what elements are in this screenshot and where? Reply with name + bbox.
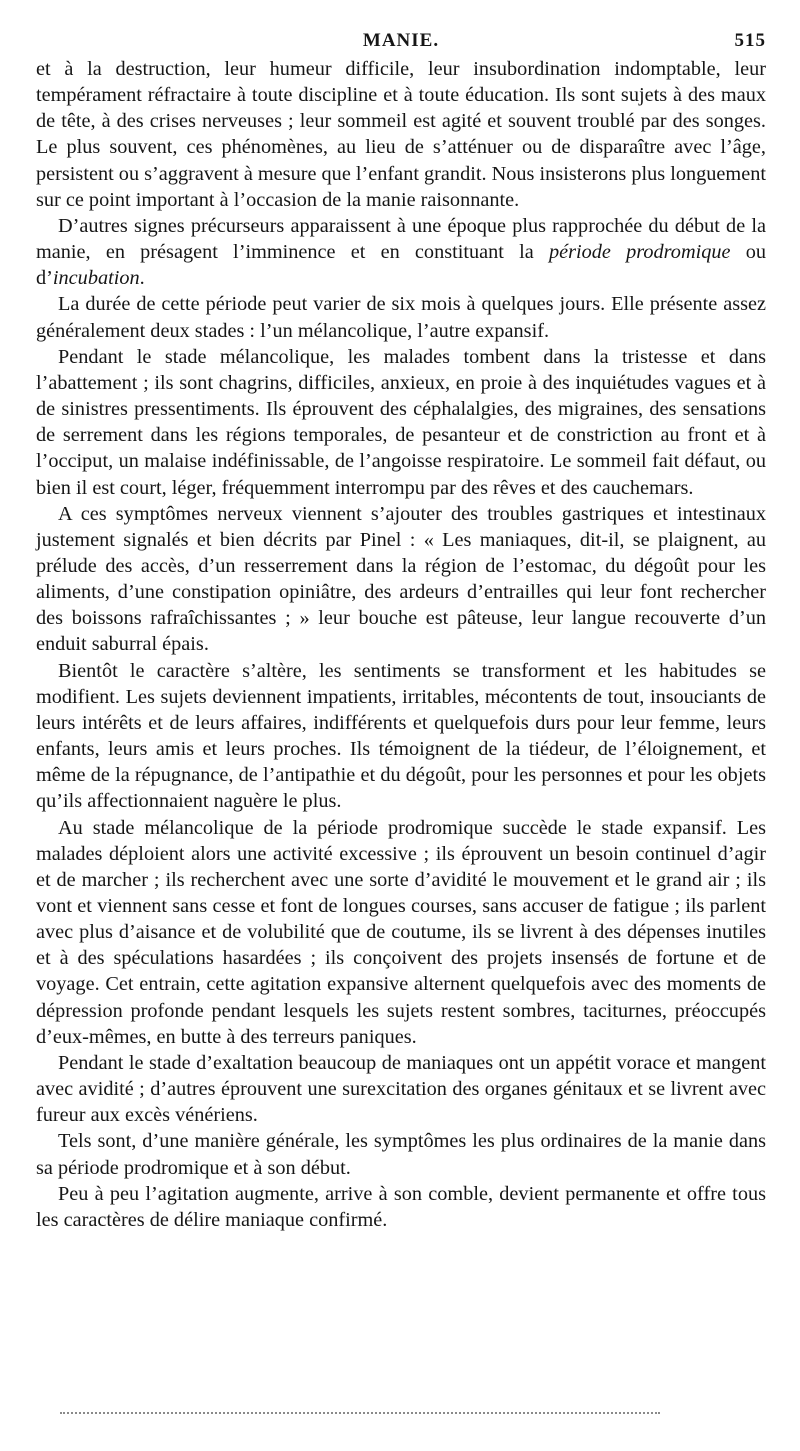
running-title: MANIE. <box>362 30 440 51</box>
page-header <box>36 26 766 56</box>
term-periode-prodromique: période prodromique <box>548 241 731 264</box>
paragraph-stade-expansif: Au stade mélancolique de la période prodromique succède le stade expansif. Les malades déploient alors une activité excessive ; ils éprouvent un besoin continuel d’agir et de marcher ; ils recherchent avec une sorte d’avidité le mouvement et le grand air ; ils vont et viennent sans cesse et font de longues courses, sans accuser de fatigue ; ils parlent avec plus d’aisance et de volubilité que de coutume, ils se livrent à des dépenses inutiles et à des spéculations hasardées ; ils conçoivent des projets insensés de fortune et de voyage. Cet entrain, cette agitation expansive alternent quelquefois avec des moments de dépression profonde pendant lesquels les sujets restent sombres, taciturnes, préoccupés d’eux-mêmes, en butte à des terreurs paniques. <box>36 816 766 1048</box>
term-incubation: incubation <box>52 267 140 290</box>
paragraph-prodromes <box>36 213 766 291</box>
paragraph-prodromes-connector: ou d’ <box>36 241 766 290</box>
paragraph-troubles-gastriques: A ces symptômes nerveux viennent s’ajouter des troubles gastriques et intestinaux justement signalés et bien décrits par Pinel : « Les maniaques, dit-il, se plaignent, au prélude des accès, d’un resserrement dans la région de l’estomac, du dégoût pour les aliments, d’une constipation opiniâtre, des ardeurs d’entrailles qui leur font rechercher des boissons rafraîchissantes ; » leur bouche est pâteuse, leur langue recouverte d’un enduit saburral épais. <box>36 502 766 656</box>
paragraph-caractere: Bientôt le caractère s’altère, les sentiments se transforment et les habitudes se modifient. Les sujets deviennent impatients, irritables, mécontents de tout, insouciants de leurs intérêts et de leurs affaires, indifférents et quelquefois durs pour leur femme, leurs enfants, leurs amis et leurs proches. Ils témoignent de la tiédeur, de l’éloignement, et même de la répugnance, de l’antipathie et du dégoût, pour les personnes et pour les objets qu’ils affectionnaient naguère le plus. <box>36 659 766 813</box>
paragraph-exaltation: Pendant le stade d’exaltation beaucoup de maniaques ont un appétit vorace et mangent avec avidité ; d’autres éprouvent une surexcitation des organes génitaux et se livrent avec fureur aux excès vénériens. <box>36 1051 766 1127</box>
paragraph-prodromes-end: . <box>139 267 145 290</box>
page-number: 515 <box>734 30 766 51</box>
document-page <box>36 26 766 1233</box>
paragraph-stade-melancolique: Pendant le stade mélancolique, les malades tombent dans la tristesse et dans l’abattement ; ils sont chagrins, difficiles, anxieux, en proie à des inquiétudes vagues et à de sinistres pressentiments. Ils éprouvent des céphalalgies, des migraines, des sensations de serrement dans les régions temporales, de pesanteur et de constriction au front et à l’occiput, un malaise indéfinissable, de l’angoisse respiratoire. Le sommeil fait défaut, ou bien il est court, léger, fréquemment interrompu par des rêves et des cauchemars. <box>36 345 766 499</box>
paragraph-duree: La durée de cette période peut varier de six mois à quelques jours. Elle présente assez généralement deux stades : l’un mélancolique, l’autre expansif. <box>36 293 766 342</box>
paragraph-symptomes: Tels sont, d’une manière générale, les symptômes les plus ordinaires de la manie dans sa période prodromique et à son début. <box>36 1130 766 1179</box>
paragraph-prodromes-text: D’autres signes précurseurs apparaissent à une époque plus rapprochée du début de la manie, en présagent l’imminence et en constituant la <box>36 214 766 264</box>
footer-rule <box>60 1412 660 1414</box>
body-text <box>36 56 766 1233</box>
paragraph-agitation: Peu à peu l’agitation augmente, arrive à son comble, devient permanente et offre tous les caractères de délire maniaque confirmé. <box>36 1182 766 1231</box>
paragraph-continued: et à la destruction, leur humeur difficile, leur insubordination indomptable, leur tempérament réfractaire à toute discipline et à toute éducation. Ils sont sujets à des maux de tête, à des crises nerveuses ; leur sommeil est agité et souvent troublé par des songes. Le plus souvent, ces phénomènes, au lieu de s’atténuer ou de disparaître avec l’âge, persistent ou s’aggravent à mesure que l’enfant grandit. Nous insisterons plus longuement sur ce point important à l’occasion de la manie raisonnante. <box>36 58 766 211</box>
